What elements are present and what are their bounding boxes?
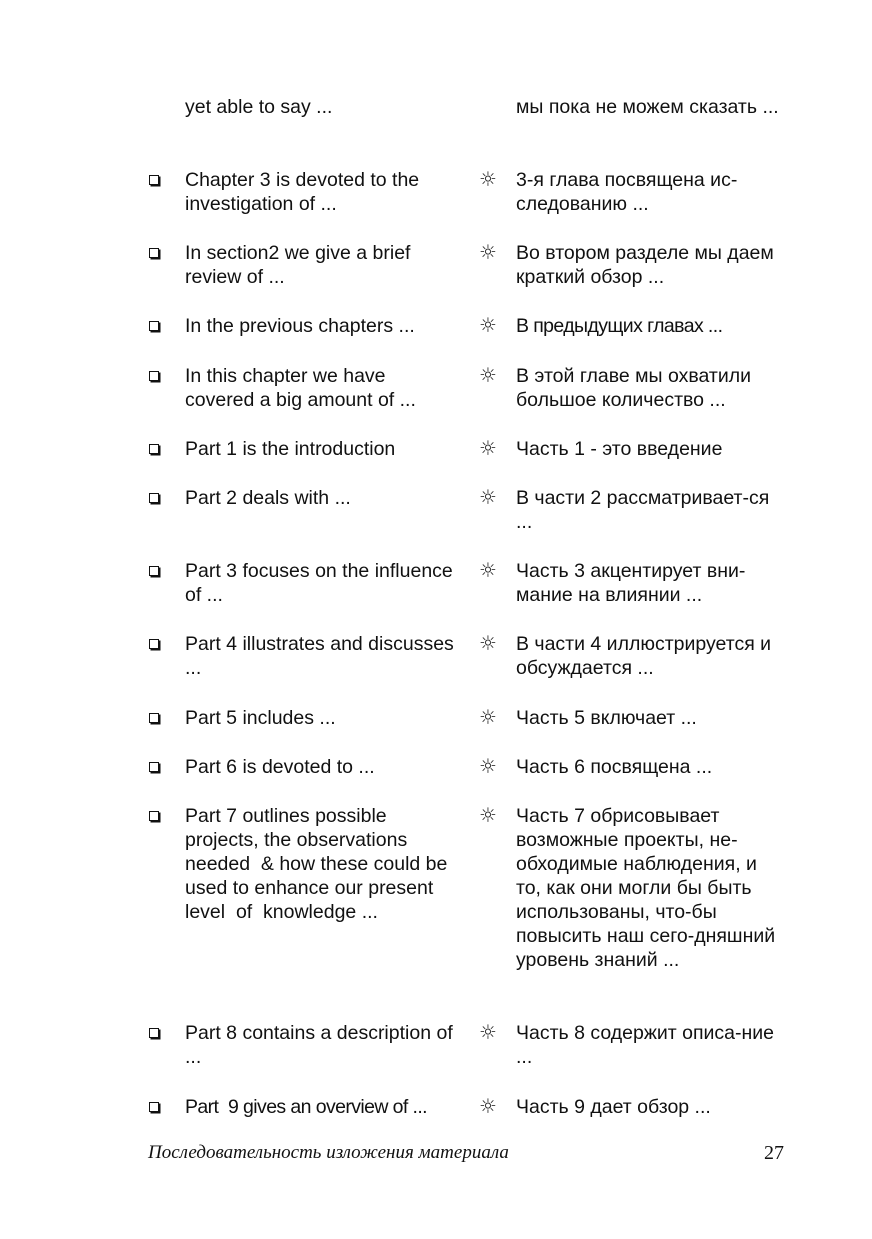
- sun-bullet-icon: ☼: [479, 313, 497, 337]
- english-phrase: Part 9 gives an overview of ...: [185, 1096, 428, 1118]
- checkbox-bullet-icon: [149, 1102, 159, 1112]
- english-phrase: In this chapter we have covered a big amount of ...: [185, 365, 416, 411]
- english-phrase: Part 6 is devoted to ...: [185, 756, 375, 778]
- russian-phrase: Часть 3 акцентирует вни-мание на влиянии ...: [516, 560, 746, 606]
- checkbox-bullet-icon: [149, 444, 159, 454]
- sun-bullet-icon: ☼: [479, 436, 497, 460]
- russian-phrase: Часть 1 - это введение: [516, 438, 723, 460]
- english-phrase: In the previous chapters ...: [185, 315, 415, 337]
- english-phrase: yet able to say ...: [185, 96, 333, 118]
- russian-phrase: Часть 8 содержит описа-ние ...: [516, 1022, 780, 1068]
- russian-phrase: 3-я глава посвящена ис-следованию ...: [516, 169, 738, 215]
- russian-phrase: Во втором разделе мы даем краткий обзор ...: [516, 242, 780, 288]
- checkbox-bullet-icon: [149, 566, 159, 576]
- english-phrase: Part 2 deals with ...: [185, 487, 351, 509]
- checkbox-bullet-icon: [149, 762, 159, 772]
- sun-bullet-icon: ☼: [479, 754, 497, 778]
- checkbox-bullet-icon: [149, 248, 159, 258]
- sun-bullet-icon: ☼: [479, 705, 497, 729]
- english-phrase: Part 7 outlines possible projects, the observations needed & how these could be used to enhance our present level of knowledge ...: [185, 805, 453, 923]
- russian-phrase: Часть 7 обрисовывает возможные проекты, не-обходимые наблюдения, и то, как они могли бы быть использованы, что-бы повысить наш сего-дняшний уровень знаний ...: [516, 805, 781, 971]
- checkbox-bullet-icon: [149, 811, 159, 821]
- english-phrase: Part 4 illustrates and discusses ...: [185, 633, 460, 679]
- russian-phrase: мы пока не можем сказать ...: [516, 96, 779, 118]
- english-phrase: Part 5 includes ...: [185, 707, 336, 729]
- checkbox-bullet-icon: [149, 1028, 159, 1038]
- sun-bullet-icon: ☼: [479, 485, 497, 509]
- russian-phrase: В предыдущих главах ...: [516, 315, 723, 337]
- russian-phrase: Часть 6 посвящена ...: [516, 756, 713, 778]
- english-phrase: In section2 we give a brief review of ...: [185, 242, 416, 288]
- russian-phrase: В части 2 рассматривает-ся ...: [516, 487, 775, 533]
- sun-bullet-icon: ☼: [479, 558, 497, 582]
- sun-bullet-icon: ☼: [479, 631, 497, 655]
- sun-bullet-icon: ☼: [479, 240, 497, 264]
- checkbox-bullet-icon: [149, 713, 159, 723]
- russian-phrase: В части 4 иллюстрируется и обсуждается ...: [516, 633, 777, 679]
- russian-phrase: Часть 9 дает обзор ...: [516, 1096, 711, 1118]
- english-phrase: Part 1 is the introduction: [185, 438, 396, 460]
- checkbox-bullet-icon: [149, 175, 159, 185]
- checkbox-bullet-icon: [149, 321, 159, 331]
- english-phrase: Chapter 3 is devoted to the investigation of ...: [185, 169, 425, 215]
- running-footer-title: Последовательность изложения материала: [148, 1142, 509, 1163]
- english-phrase: Part 8 contains a description of ...: [185, 1022, 459, 1068]
- page-number: 27: [764, 1142, 784, 1164]
- sun-bullet-icon: ☼: [479, 1020, 497, 1044]
- english-phrase: Part 3 focuses on the influence of ...: [185, 560, 459, 606]
- russian-phrase: В этой главе мы охватили большое количество ...: [516, 365, 757, 411]
- sun-bullet-icon: ☼: [479, 803, 497, 827]
- checkbox-bullet-icon: [149, 371, 159, 381]
- sun-bullet-icon: ☼: [479, 1094, 497, 1118]
- sun-bullet-icon: ☼: [479, 363, 497, 387]
- checkbox-bullet-icon: [149, 493, 159, 503]
- russian-phrase: Часть 5 включает ...: [516, 707, 697, 729]
- sun-bullet-icon: ☼: [479, 167, 497, 191]
- checkbox-bullet-icon: [149, 639, 159, 649]
